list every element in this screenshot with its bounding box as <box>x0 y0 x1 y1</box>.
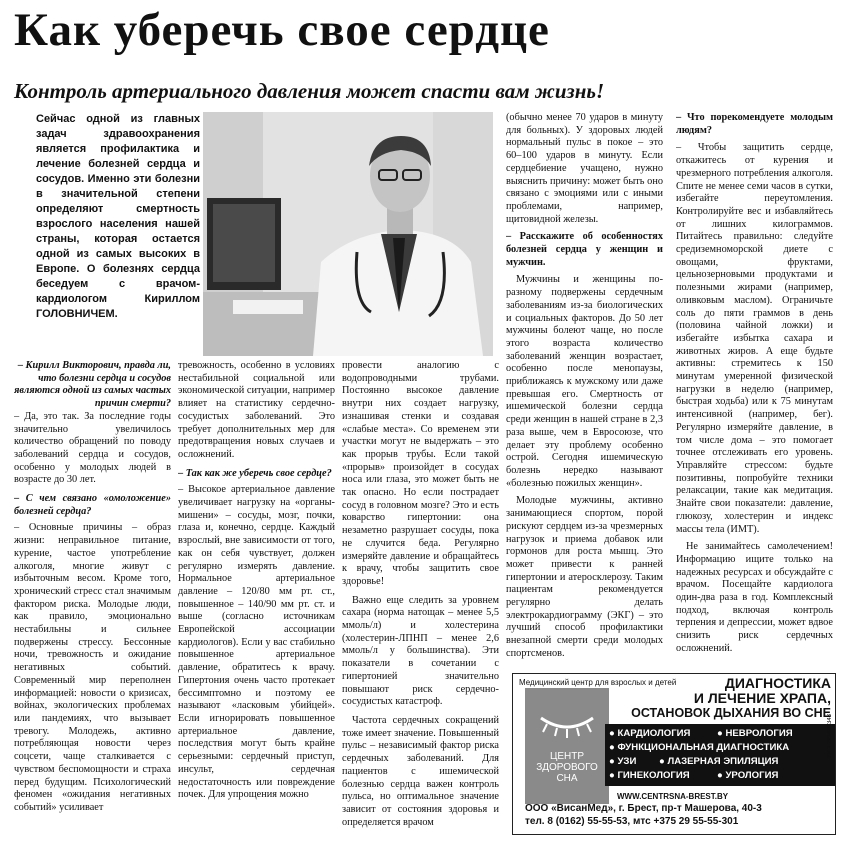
column-1 <box>14 360 171 830</box>
col2-paragraph-2: – Высокое артериальное давление увеличивает нагрузку на «органы-мишени» – сосуды, мозг, почки, глаза и, конечно, сердце. Каждый взрослый, вне зависимости от того, как он себя чувствует, должен регулярно измерять давление. Нормальное артериальное давление – 120/80 мм рт. ст., повышенное – 140/90 мм рт. ст. и выше (согласно источникам Европейской ассоциации кардиологов). Если у вас стабильно повышенное артериальное давление, обратитесь к врачу. Гипертония очень часто протекает бессимптомно и поэтому ее называют «ласковым убийцей». Если игнорировать повышенное артериальное давление, последствия могут быть крайне серьезными: сердечный приступ, инсульт, сердечная недостаточность или повреждение почек. Для упрощения можно <box>178 484 335 801</box>
service-item: ● УЗИ <box>609 756 637 767</box>
services-list <box>605 724 836 786</box>
ad-website[interactable]: WWW.CENTRSNA-BREST.BY <box>617 792 729 801</box>
service-item: ● КАРДИОЛОГИЯ <box>609 728 691 739</box>
column-2 <box>178 360 335 830</box>
logo-line-2: ЗДОРОВОГО <box>536 762 598 773</box>
answer-2: – Основные причины – образ жизни: неправильное питание, курение, частое употребление алкоголя, многие живут с избыточным весом. Кроме того, хронический стресс стал значимым фактором риска. Молодые люди, как правило, эмоционально нестабильны и сильнее подвержены стрессу. Бессонные ночи, тревожность и ожидание негативных событий. Современный мир переполнен информацией: новости о кризисах, войнах, экологических проблемах или пандемиях, что вызывает тревогу. Молодежь, активно потребляющая новости через соцсети, чаще сталкивается с чувством беспомощности и страха перед будущим. Психологический феномен «ожидания негативных событий» усиливает <box>14 522 171 813</box>
question-4: – Расскажите об особенностях болезней сердца у женщин и мужчин. <box>506 231 663 268</box>
question-5: – Что порекомендуете молодым людям? <box>676 112 833 136</box>
sleep-center-advertisement <box>512 673 836 835</box>
column-5 <box>676 112 833 668</box>
service-item: ● УРОЛОГИЯ <box>717 770 779 781</box>
answer-1: – Да, это так. За последние годы значительно увеличилось количество обращений по поводу заболеваний сердца и сосудов, особенно у молодых людей в возрасте до 30 лет. <box>14 410 171 486</box>
question-1: – Кирилл Викторович, правда ли, что болезни сердца и сосудов являются одной из самых частых причин смерти? <box>14 360 171 410</box>
ad-phone: тел. 8 (0162) 55-55-53, мтс +375 29 55-55-301 <box>525 816 739 827</box>
ad-title-line-3: ОСТАНОВОК ДЫХАНИЯ ВО СНЕ <box>631 706 831 720</box>
ad-registration-number: УНП 291482343 <box>827 714 833 759</box>
col4-paragraph-1: (обычно менее 70 ударов в минуту для больных). У здоровых людей нормальный пульс в покое – это 60–100 ударов в минуту. Если сердцебиение учащено, нужно выяснить причину: может быть оно связано с эмоциями или с иными проблемами, например, щитовидной железы. <box>506 112 663 225</box>
service-item: ● НЕВРОЛОГИЯ <box>717 728 793 739</box>
col5-paragraph-1: – Чтобы защитить сердце, откажитесь от курения и чрезмерного потребления алкоголя. Спите не менее семи часов в сутки, избегайте переутомления. Контролируйте вес и избавляйтесь от лишних килограммов. Питайтесь правильно: следуйте средиземноморской диете с овощами, фруктами, цельнозерновыми продуктами и полезными жирами (например, оливковым маслом). Ограничьте соль до пяти граммов в день (половина чайной ложки) и избегайте избытка сахара и животных жиров. А еще будьте активны: стремитесь к 150 минутам умеренной физической нагрузки в неделю (например, быстрая ходьба) или к 75 минутам интенсивной (например, бег). Регулярно измеряйте давление, в том числе дома – это помогает точнее отслеживать его уровень. Управляйте стрессом: будьте позитивны, попробуйте техники релаксации, такие как медитация. Знайте свои показатели: давление, глюкозу, холестерин и индекс массы тела (ИМТ). <box>676 142 833 535</box>
col2-paragraph-1: тревожность, особенно в условиях нестабильной социальной или экономической ситуации, например влияет на статистику сердечно-сосудистых заболеваний. Это требует дополнительных мер для предотвращения новых случаев и осложнений. <box>178 360 335 460</box>
col4-paragraph-2: Мужчины и женщины по-разному подвержены сердечным заболеваниям из-за биологических и социальных факторов. До 50 лет мужчины болеют чаще, но после этого возраста количество заболеваний женщин возрастает, особенно после менопаузы, приближаясь к мужскому или даже превышая его. Смертность от ишемической болезни сердца среди женщин в нашей стране в 2,3 раза выше, чем в Евросоюзе, что делает эту проблему особенно острой. Сегодня ишемическую болезнь нередко называют «болезнью пожилых женщин». <box>506 274 663 489</box>
ad-title <box>617 676 831 721</box>
headline: Как уберечь свое сердце <box>14 4 550 56</box>
logo-line-1: ЦЕНТР <box>549 751 585 762</box>
question-2: – С чем связано «омоложение» болезней сердца? <box>14 493 171 517</box>
eye-closed-icon <box>525 688 609 748</box>
question-3: – Так как же уберечь свое сердце? <box>178 467 332 479</box>
col3-paragraph-2: Важно еще следить за уровнем сахара (норма натощак – менее 5,5 ммоль/л) и холестерина (холестерин-ЛПНП – менее 2,6 ммоль/л у большинства). Эти показатели в сочетании с гипертонией значительно повышают риск сердечно-сосудистых катастроф. <box>342 594 499 708</box>
doctor-illustration <box>203 112 493 356</box>
ad-address: ООО «ВисанМед», г. Брест, пр-т Машерова, 40-3 <box>525 803 762 814</box>
col3-paragraph-3: Частота сердечных сокращений тоже имеет значение. Повышенный пульс – независимый фактор риска сердечных заболеваний. Для пациентов с ишемической болезнью сердца важен контроль пульса, но оптимальное значение зависит от состояния здоровья и определяется врачом <box>342 714 499 828</box>
col4-paragraph-3: Молодые мужчины, активно занимающиеся спортом, порой рискуют сердцем из-за чрезмерных нагрузок и приема добавок или гормонов для роста мышц. Это может привести к ранней гипертонии и атеросклерозу. Таким пациентам рекомендуется регулярно делать электрокардиограмму (ЭКГ) – это лучший способ профилактики внезапной смерти среди молодых спортсменов. <box>506 495 663 659</box>
logo-line-3: СНА <box>556 773 578 784</box>
column-3 <box>342 360 499 830</box>
ad-title-line-1: ДИАГНОСТИКА <box>724 675 831 691</box>
service-item: ● ЛАЗЕРНАЯ ЭПИЛЯЦИЯ <box>659 756 779 767</box>
ad-tagline: Медицинский центр для взрослых и детей <box>519 678 677 687</box>
sleep-center-logo <box>525 688 609 804</box>
ad-title-line-2: И ЛЕЧЕНИЕ ХРАПА, <box>693 690 831 706</box>
col3-paragraph-1: провести аналогию с водопроводными трубами. Постоянно высокое давление внутри них создает нагрузку, изнашивая стенки и создавая «слабые места». Со временем эти участки могут не выдержать – это как прорыв трубы. Если такой «прорыв» произойдет в сосудах носа или глаза, это может быть не так опасно. Но если пострадает сосуд в головном мозге? Это и есть коварство гипертонии: она незаметно разрушает сосуды, пока не случится беда. Регулярно измеряйте давление и обращайтесь к врачу, чтобы защитить свое здоровье! <box>342 360 499 587</box>
intro-lead: Сейчас одной из главных задач здравоохранения является профилактика и лечение болезней сердца и сосудов. Именно эти болезни в значительной степени определяют смертность взрослого населения нашей страны, которая остается одной из самых высоких в Европе. О болезнях сердца беседуем с врачом-кардиологом Кириллом ГОЛОВНИЧЕМ. <box>36 113 200 320</box>
service-item: ● ГИНЕКОЛОГИЯ <box>609 770 690 781</box>
subheadline: Контроль артериального давления может спасти вам жизнь! <box>14 79 605 103</box>
col5-paragraph-2: Не занимайтесь самолечением! Информацию ищите только на надежных ресурсах и обсуждайте с врачом. Посещайте кардиолога один-два раза в год. Комплексный подход, включая контроль терпения и депрессии, может вдвое снизить риск сердечных осложнений. <box>676 541 833 654</box>
column-4 <box>506 112 663 668</box>
service-item: ● ФУНКЦИОНАЛЬНАЯ ДИАГНОСТИКА <box>609 742 790 753</box>
doctor-photo <box>203 112 493 356</box>
